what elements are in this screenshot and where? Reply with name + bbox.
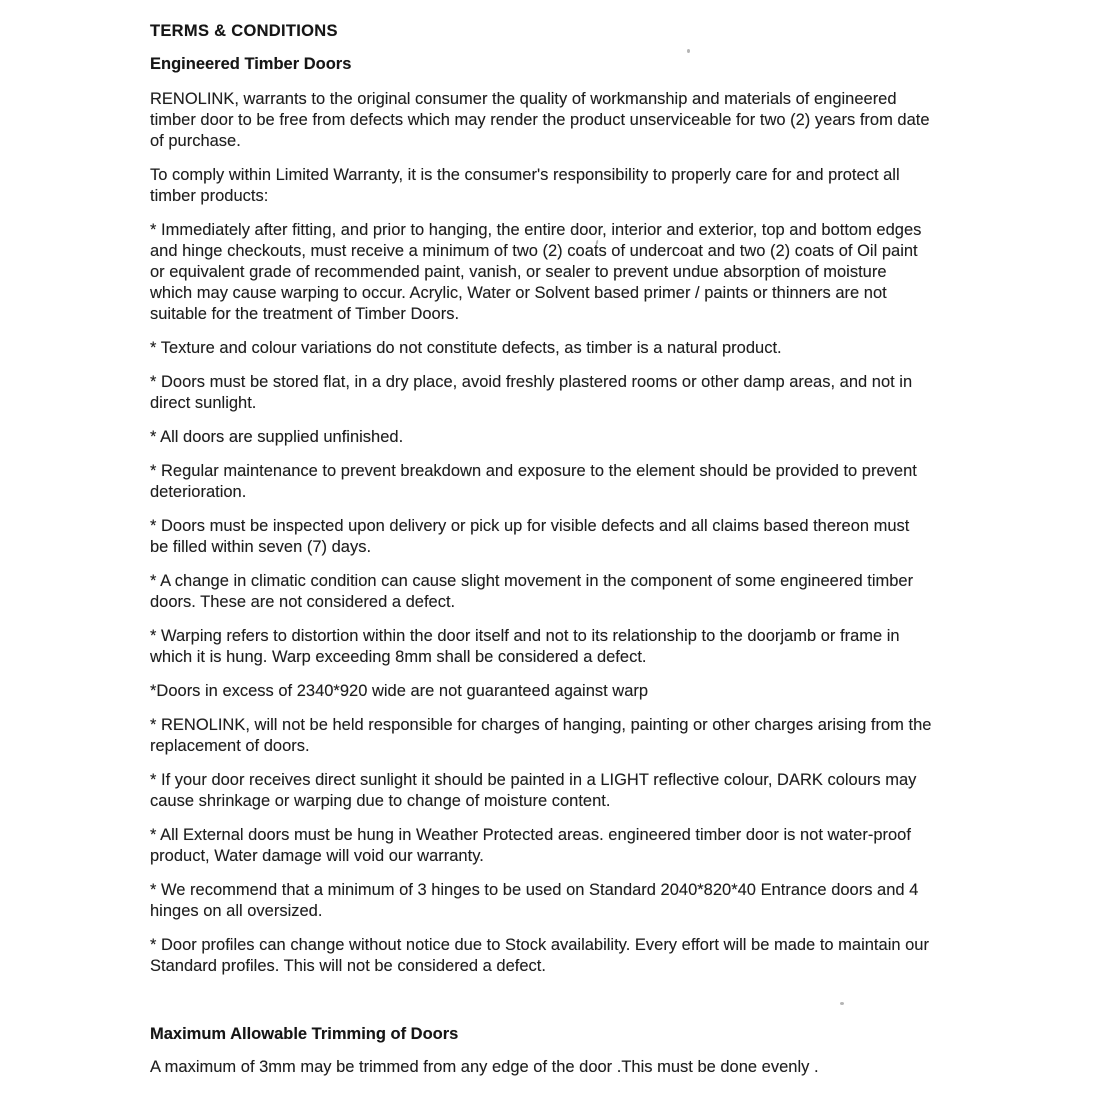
bullet-paragraph: * If your door receives direct sunlight it should be painted in a LIGHT reflective colour, DARK colours may cause shrinkage or warping due to change of moisture content. — [150, 771, 917, 810]
bullet-paragraph: * Immediately after fitting, and prior to hanging, the entire door, interior and exterior, top and bottom edges and hinge checkouts, must receive a minimum of two (2) coats of undercoat and two (2) coats of Oil paint or equivalent grade of recommended paint, vanish, or sealer to prevent undue absorption of moisture which may cause warping to occur. Acrylic, Water or Solvent based primer / paints or thinners are not suitable for the treatment of Timber Doors. — [150, 221, 922, 323]
bullet-paragraph: * Regular maintenance to prevent breakdown and exposure to the element should be provided to prevent deterioration. — [150, 462, 917, 501]
bullet-paragraph: * Doors must be inspected upon delivery or pick up for visible defects and all claims based thereon must be filled within seven (7) days. — [150, 517, 910, 556]
document-title: TERMS & CONDITIONS — [150, 22, 338, 40]
bullet-paragraph: * All External doors must be hung in Weather Protected areas. engineered timber door is not water-proof product, Water damage will void our warranty. — [150, 826, 911, 865]
bullet-paragraph: * A change in climatic condition can cause slight movement in the component of some engineered timber doors. These are not considered a defect. — [150, 572, 914, 611]
bullet-paragraph: * Texture and colour variations do not constitute defects, as timber is a natural product. — [150, 339, 782, 357]
bullet-paragraph: *Doors in excess of 2340*920 wide are not guaranteed against warp — [150, 682, 649, 700]
bullet-paragraph: * Door profiles can change without notice due to Stock availability. Every effort will be made to maintain our Standard profiles. This will not be considered a defect. — [150, 936, 929, 975]
bullet-paragraph: * Warping refers to distortion within the door itself and not to its relationship to the doorjamb or frame in which it is hung. Warp exceeding 8mm shall be considered a defect. — [150, 627, 900, 666]
intro-paragraph: RENOLINK, warrants to the original consumer the quality of workmanship and materials of engineered timber door to be free from defects which may render the product unserviceable for two (2) years from date of purchase. — [150, 90, 930, 150]
document-content — [150, 22, 932, 1091]
scan-artifact — [687, 49, 690, 53]
scan-artifact — [840, 1002, 844, 1005]
bullet-paragraph: * RENOLINK, will not be held responsible for charges of hanging, painting or other charges arising from the replacement of doors. — [150, 716, 932, 755]
section-heading-engineered-timber-doors: Engineered Timber Doors — [150, 55, 352, 73]
section-heading-maximum-allowable-trimming: Maximum Allowable Trimming of Doors — [150, 1025, 459, 1043]
intro-paragraph: To comply within Limited Warranty, it is the consumer's responsibility to properly care for and protect all timber products: — [150, 166, 900, 205]
trimming-paragraph: A maximum of 3mm may be trimmed from any edge of the door .This must be done evenly . — [150, 1058, 819, 1076]
bullet-paragraph: * We recommend that a minimum of 3 hinges to be used on Standard 2040*820*40 Entrance doors and 4 hinges on all oversized. — [150, 881, 919, 920]
bullet-paragraph: * Doors must be stored flat, in a dry place, avoid freshly plastered rooms or other damp areas, and not in direct sunlight. — [150, 373, 913, 412]
bullet-paragraph: * All doors are supplied unfinished. — [150, 428, 404, 446]
